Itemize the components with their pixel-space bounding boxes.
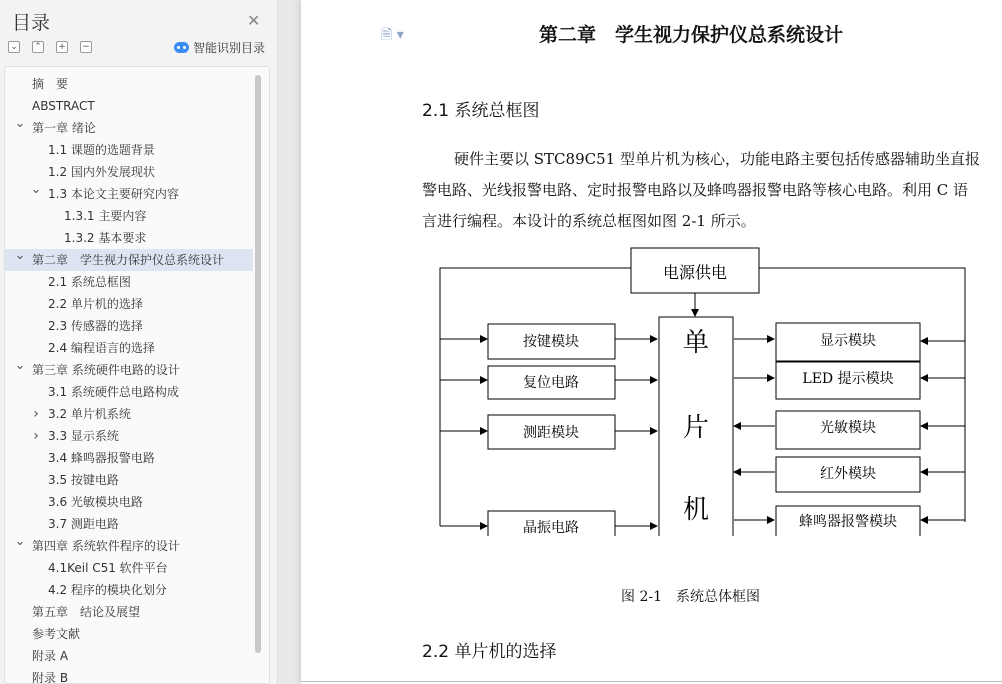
toc-item[interactable] [5, 205, 253, 227]
chevron-right-icon[interactable]: › [33, 428, 39, 444]
toc-item[interactable] [5, 359, 253, 381]
toc-item[interactable] [5, 249, 253, 271]
toc-item[interactable] [5, 491, 253, 513]
expand-all-icon[interactable]: ⌄ [8, 41, 20, 53]
toc-item-label: 3.5 按键电路 [48, 473, 119, 487]
toc-item-label: 1.2 国内外发展现状 [48, 165, 155, 179]
mcu-char-1: 单 [682, 328, 710, 358]
section-title-2-1: 2.1 系统总框图 [422, 101, 540, 121]
toc-item-label: 2.4 编程语言的选择 [48, 341, 155, 355]
toc-item[interactable] [5, 469, 253, 491]
figure-caption: 图 2-1 系统总体框图 [621, 589, 760, 605]
toc-item-label: 2.2 单片机的选择 [48, 297, 143, 311]
system-block-diagram [437, 246, 967, 536]
collapse-all-icon[interactable]: ⌃ [32, 41, 44, 53]
toc-item[interactable] [5, 227, 253, 249]
toc-item[interactable] [5, 117, 253, 139]
chapter-title: 第二章 学生视力保护仪总系统设计 [539, 24, 844, 46]
keypad-module-block: 按键模块 [523, 334, 579, 350]
page-bottom-divider [301, 681, 1002, 682]
chevron-down-icon[interactable]: ⌄ [30, 182, 42, 197]
toc-item-label: 1.1 课题的选题背景 [48, 143, 155, 157]
toc-item[interactable] [5, 601, 253, 623]
toc-item[interactable] [5, 623, 253, 645]
toc-item-label: 2.1 系统总框图 [48, 275, 131, 289]
toc-item[interactable] [5, 95, 253, 117]
toc-sidebar [0, 0, 278, 684]
toc-item-label: 第二章 学生视力保护仪总系统设计 [32, 253, 225, 267]
chevron-down-icon[interactable]: ⌄ [14, 534, 26, 549]
toc-item[interactable] [5, 557, 253, 579]
toc-item-label: 摘 要 [32, 77, 69, 91]
toc-item[interactable] [5, 447, 253, 469]
toc-item[interactable] [5, 403, 253, 425]
add-heading-icon[interactable]: + [56, 41, 68, 53]
toc-item-label: 第三章 系统硬件电路的设计 [32, 363, 180, 377]
document-icon[interactable]: 🗎 ▾ [381, 27, 404, 43]
smart-toc-label: 智能识别目录 [193, 41, 266, 55]
display-module-block: 显示模块 [820, 333, 876, 349]
chevron-down-icon[interactable]: ⌄ [14, 358, 26, 373]
toc-item-label: 2.3 传感器的选择 [48, 319, 143, 333]
mcu-char-3: 机 [682, 495, 710, 525]
chevron-right-icon[interactable]: › [33, 406, 39, 422]
robot-icon [174, 42, 189, 53]
toc-item-label: 3.6 光敏模块电路 [48, 495, 143, 509]
toc-item-label: 1.3.2 基本要求 [64, 231, 147, 245]
toc-item[interactable] [5, 183, 253, 205]
toc-panel [4, 66, 270, 684]
toc-item-label: 1.3.1 主要内容 [64, 209, 147, 223]
toc-item[interactable] [5, 161, 253, 183]
toc-item-label: 第五章 结论及展望 [32, 605, 141, 619]
close-icon[interactable]: ✕ [247, 11, 261, 30]
toc-item[interactable] [5, 535, 253, 557]
led-module-block: LED 提示模块 [802, 371, 894, 387]
toc-item[interactable] [5, 315, 253, 337]
toc-item[interactable] [5, 293, 253, 315]
toc-item-label: ABSTRACT [32, 99, 95, 113]
body-paragraph: 硬件主要以 STC89C51 型单片机为核心，功能电路主要包括传感器辅助坐直报警电路、光线报警电路、定时报警电路以及蜂鸣器报警电路等核心电路。利用 C 语言进行编程。本设计的系统总框图如图 2-1 所示。 [422, 150, 980, 230]
toc-item[interactable] [5, 667, 253, 684]
toc-item-label: 3.7 测距电路 [48, 517, 119, 531]
toc-item-label: 第四章 系统软件程序的设计 [32, 539, 180, 553]
toc-item[interactable] [5, 139, 253, 161]
toc-item-label: 1.3 本论文主要研究内容 [48, 187, 179, 201]
toc-item-label: 4.1Keil C51 软件平台 [48, 561, 168, 575]
document-area [279, 0, 1002, 684]
sidebar-title: 目录 [12, 12, 51, 34]
toc-list [5, 73, 253, 684]
ranging-module-block: 测距模块 [523, 425, 579, 441]
toc-item[interactable] [5, 579, 253, 601]
toc-item[interactable] [5, 425, 253, 447]
toc-item[interactable] [5, 271, 253, 293]
chevron-down-icon[interactable]: ⌄ [14, 248, 26, 263]
power-supply-block: 电源供电 [662, 263, 728, 282]
toc-item-label: 附录 B [32, 671, 69, 684]
toc-item-label: 参考文献 [32, 627, 81, 641]
toc-item-label: 3.3 显示系统 [48, 429, 119, 443]
toc-item-label: 3.4 蜂鸣器报警电路 [48, 451, 155, 465]
remove-heading-icon[interactable]: − [80, 41, 92, 53]
toc-item[interactable] [5, 73, 253, 95]
toc-item-label: 附录 A [32, 649, 69, 663]
mcu-char-2: 片 [682, 413, 710, 443]
toc-item-label: 第一章 绪论 [32, 121, 96, 135]
document-page [301, 0, 1002, 684]
reset-circuit-block: 复位电路 [523, 375, 579, 391]
smart-toc-button[interactable] [174, 39, 265, 56]
photosensitive-module-block: 光敏模块 [820, 420, 876, 436]
crystal-circuit-block: 晶振电路 [523, 520, 579, 536]
toc-item-label: 3.1 系统硬件总电路构成 [48, 385, 179, 399]
infrared-module-block: 红外模块 [820, 466, 876, 482]
toc-item[interactable] [5, 645, 253, 667]
chevron-down-icon[interactable]: ⌄ [14, 116, 26, 131]
toc-item[interactable] [5, 381, 253, 403]
toc-item-label: 3.2 单片机系统 [48, 407, 131, 421]
buzzer-module-block: 蜂鸣器报警模块 [799, 514, 897, 530]
toc-item[interactable] [5, 513, 253, 535]
toc-item-label: 4.2 程序的模块化划分 [48, 583, 167, 597]
section-title-2-2: 2.2 单片机的选择 [422, 642, 557, 662]
toc-item[interactable] [5, 337, 253, 359]
toc-scrollbar[interactable] [255, 75, 261, 653]
